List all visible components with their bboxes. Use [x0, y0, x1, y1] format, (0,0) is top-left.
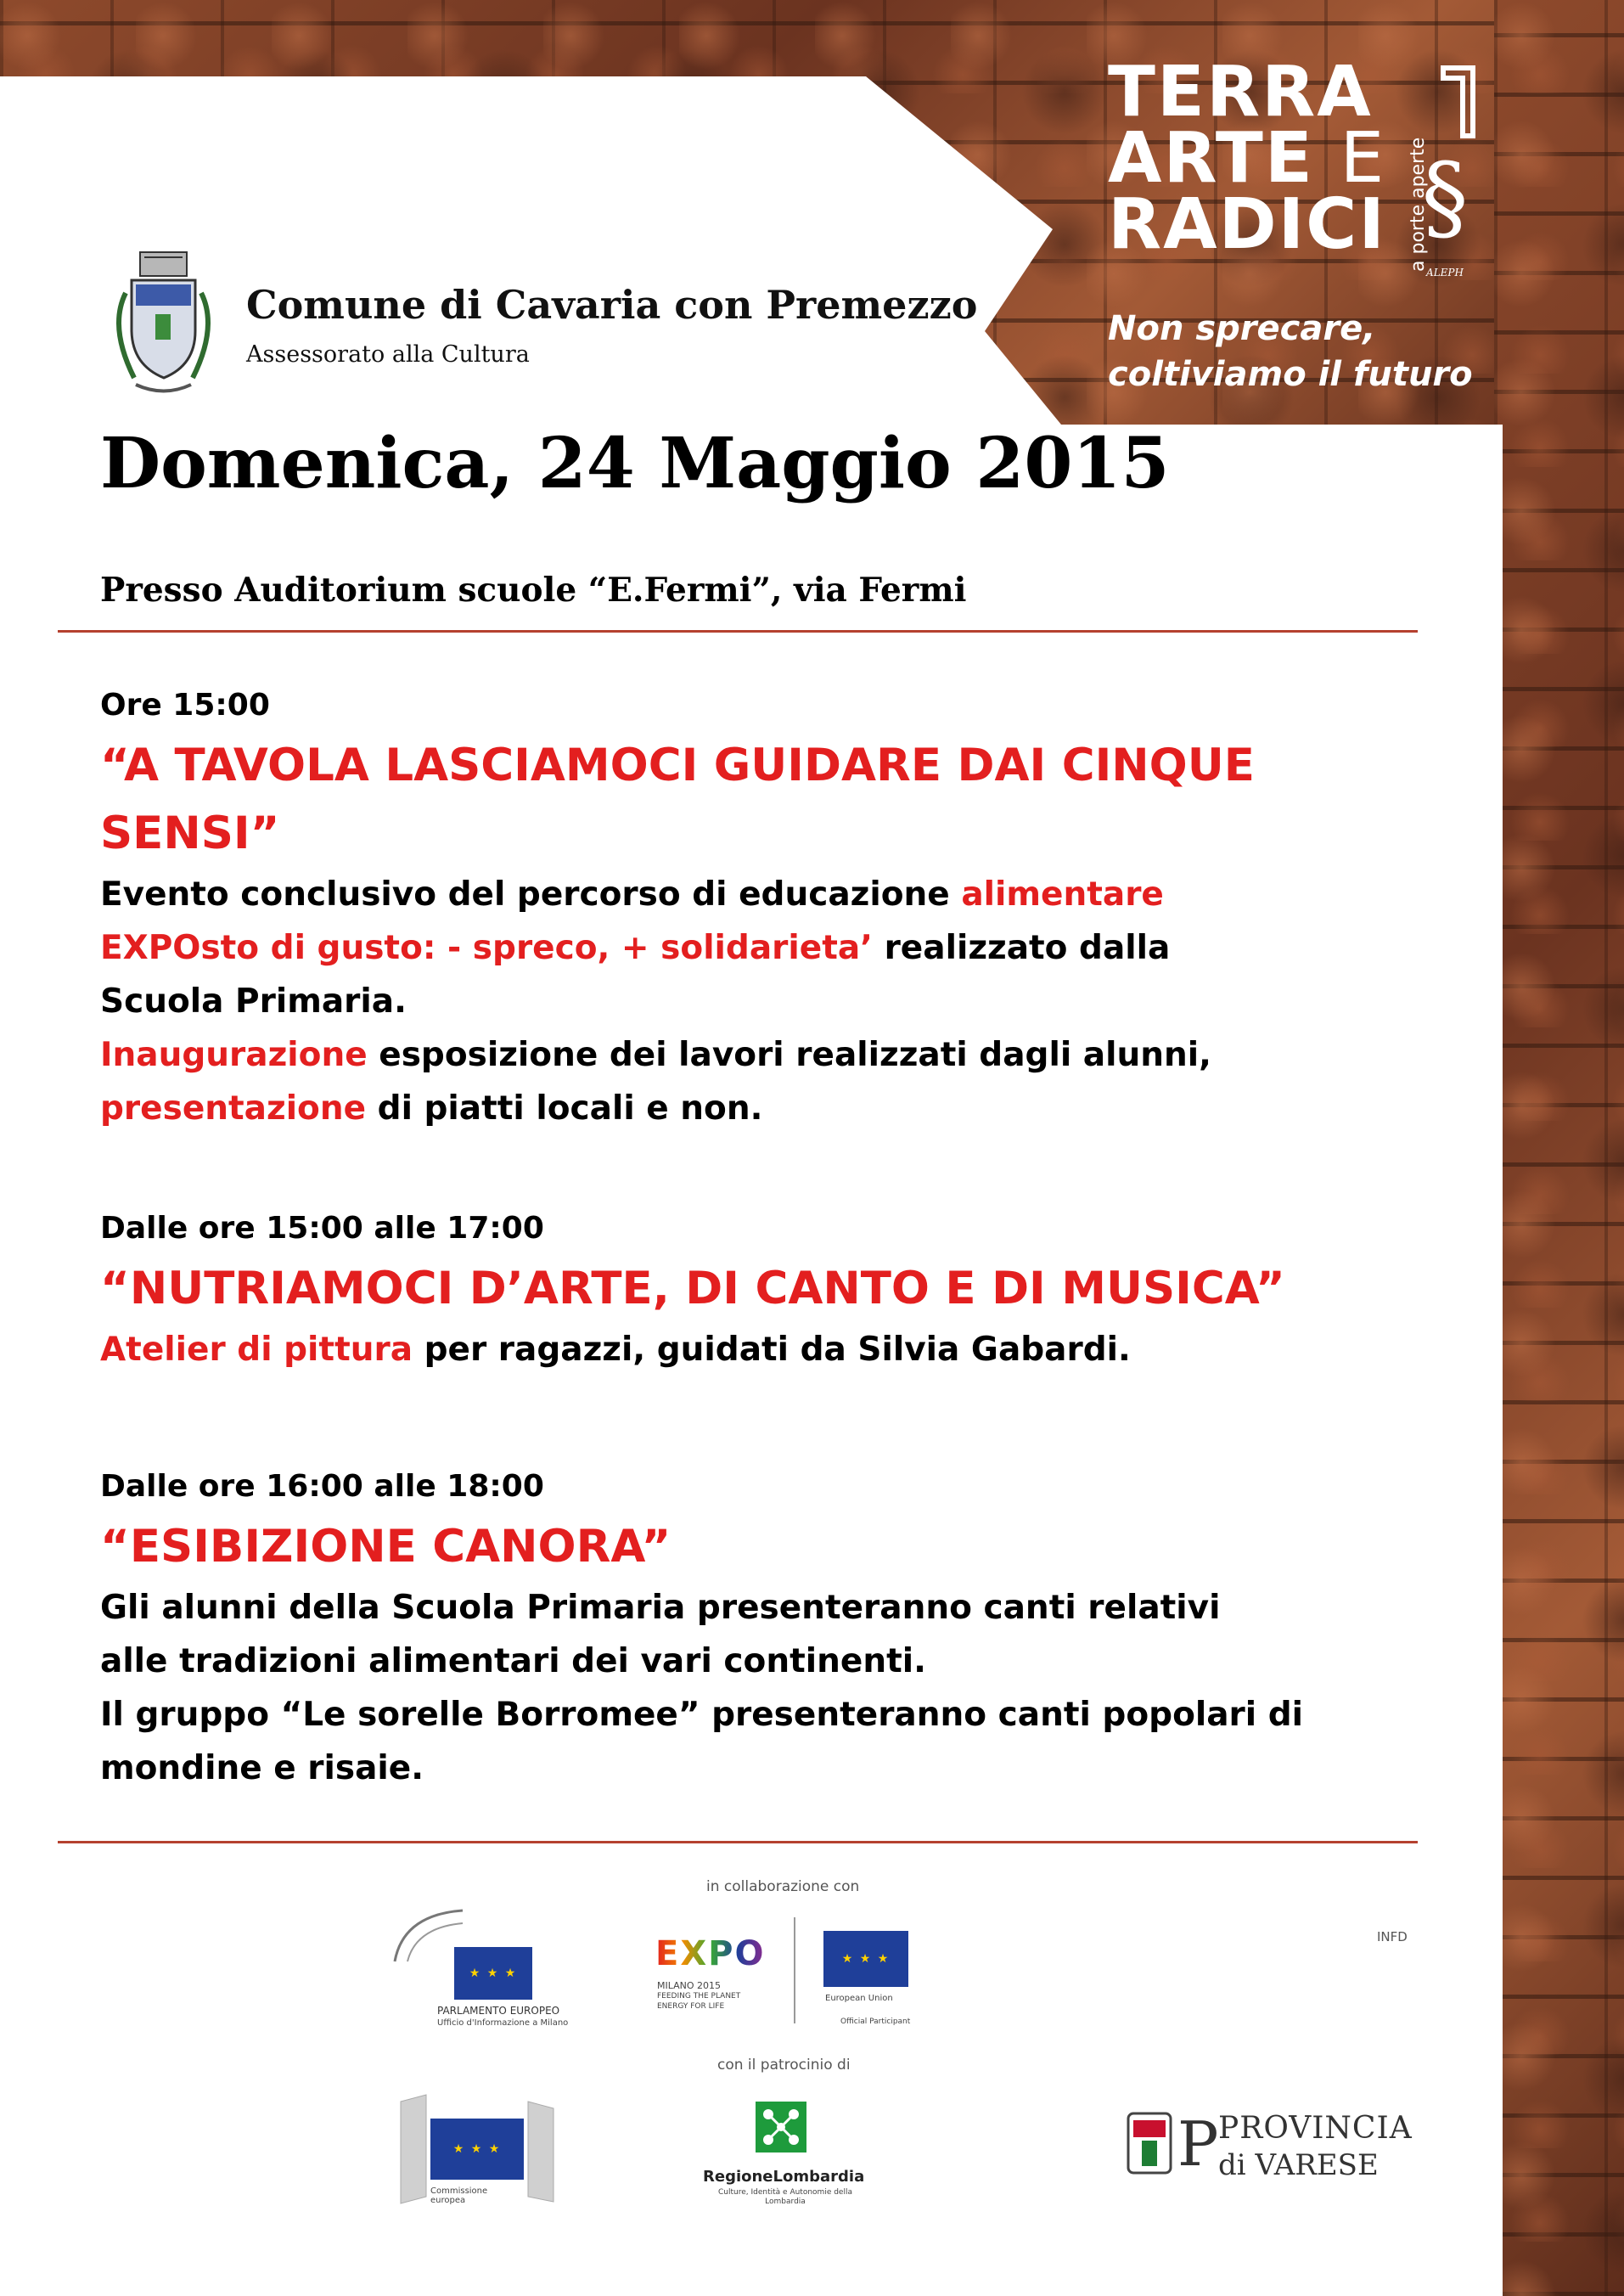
logo-line-radici: RADICI [1108, 184, 1386, 265]
expo-sub-3: ENERGY FOR LIFE [657, 2002, 725, 2011]
event-2 [100, 1202, 1425, 1376]
event-1-line-5 [100, 1082, 1425, 1135]
event-2-time: Dalle ore 15:00 alle 17:00 [100, 1211, 544, 1246]
expo-sub-1: MILANO 2015 [657, 1980, 722, 1991]
provincia-initial: P [1177, 2108, 1219, 2180]
provincia-word: PROVINCIA [1218, 2111, 1413, 2146]
slogan-line-2: coltiviamo il futuro [1108, 355, 1473, 394]
text-span: Evento conclusivo del percorso di educazione [100, 875, 962, 914]
aleph-emblem-icon [1409, 59, 1481, 280]
regione-label: RegioneLombardia [703, 2168, 865, 2186]
highlight-span: EXPOsto di gusto: - spreco, + solidarieta’ [100, 929, 873, 967]
event-1-title: “A TAVOLA LASCIAMOCI GUIDARE DAI CINQUE SENSI” [100, 740, 1255, 859]
event-3-line-2: alle tradizioni alimentari dei vari continenti. [100, 1642, 926, 1680]
logo-separator [794, 1917, 795, 2023]
commissione-europea-logo [392, 2093, 562, 2212]
patrocinio-label: con il patrocinio di [717, 2057, 851, 2074]
regione-sub: Culture, Identità e Autonomie della Lombardia [718, 2188, 852, 2206]
event-3-time: Dalle ore 16:00 alle 18:00 [100, 1469, 544, 1504]
eu-flag-icon [823, 1931, 908, 1987]
event-3-line-1: Gli alunni della Scuola Primaria presenteranno canti relativi [100, 1589, 1221, 1627]
event-date: Domenica, 24 Maggio 2015 [100, 423, 1170, 504]
parlamento-name: PARLAMENTO EUROPEO [437, 2005, 560, 2017]
highlight-span: Atelier di pittura [100, 1331, 413, 1369]
rosa-camuna-icon [756, 2102, 806, 2152]
event-1-line-3: Scuola Primaria. [100, 982, 407, 1021]
assessorato-label: Assessorato alla Cultura [246, 341, 530, 368]
divider-bottom [58, 1841, 1418, 1843]
svg-text:§: § [1421, 143, 1469, 251]
event-1-line-1 [100, 868, 1425, 921]
event-venue: Presso Auditorium scuole “E.Fermi”, via Fermi [100, 571, 967, 610]
event-1-time: Ore 15:00 [100, 688, 270, 723]
text-span: realizzato dalla [873, 929, 1171, 967]
parlamento-europeo-logo [386, 1906, 569, 2034]
european-union-logo [815, 1926, 925, 2028]
expo-sub-2: FEEDING THE PLANET [657, 1992, 741, 2001]
official-participant-label: Official Participant [840, 2017, 911, 2026]
provincia-di-varese-logo [1125, 2106, 1413, 2199]
expo-wordmark: EXPO [655, 1934, 766, 1973]
event-1-line-4 [100, 1028, 1425, 1082]
varese-word: di VARESE [1218, 2148, 1379, 2182]
eu-flag-icon [430, 2119, 524, 2180]
porte-aperte-label: a porte aperte [1408, 137, 1429, 272]
comune-crest-icon [102, 250, 225, 399]
event-1 [100, 679, 1425, 1135]
terra-arte-radici-logo [1108, 52, 1388, 265]
collaborazione-label: in collaborazione con [706, 1878, 860, 1895]
highlight-span: alimentare [961, 875, 1164, 914]
eu-label: European Union [825, 1994, 893, 2003]
varese-crest-icon [1125, 2110, 1174, 2178]
logo-line-arte [1108, 118, 1388, 199]
event-2-line-1 [100, 1323, 1425, 1376]
commissione-label: Commissione europea [430, 2186, 488, 2205]
event-3-title: “ESIBIZIONE CANORA” [100, 1521, 672, 1573]
logo-e-word: E [1340, 118, 1386, 199]
divider-top [58, 630, 1418, 633]
text-span: per ragazzi, guidati da Silvia Gabardi. [413, 1331, 1131, 1369]
infd-label: INFD [1377, 1929, 1408, 1944]
slogan-line-1: Non sprecare, [1108, 309, 1376, 348]
event-3 [100, 1460, 1425, 1795]
regione-lombardia-logo [700, 2102, 870, 2212]
event-2-title: “NUTRIAMOCI D’ARTE, DI CANTO E DI MUSICA” [100, 1263, 1285, 1314]
aleph-text: ALEPH [1426, 267, 1464, 279]
event-1-line-2 [100, 921, 1425, 975]
eu-flag-icon [454, 1947, 532, 2000]
parlamento-sub: Ufficio d'Informazione a Milano [437, 2018, 569, 2028]
event-3-line-3: Il gruppo “Le sorelle Borromee” presenteranno canti popolari di [100, 1696, 1304, 1734]
brick-wall-side-strip [1494, 0, 1624, 2296]
highlight-span: Inaugurazione [100, 1036, 368, 1074]
logo-arte-word: ARTE [1108, 118, 1314, 199]
event-3-line-4: mondine e risaie. [100, 1749, 424, 1787]
comune-name: Comune di Cavaria con Premezzo [246, 282, 978, 328]
text-span: di piatti locali e non. [366, 1089, 763, 1128]
text-span: esposizione dei lavori realizzati dagli alunni, [367, 1036, 1211, 1074]
logo-line-terra: TERRA [1108, 52, 1373, 132]
slogan [1108, 306, 1473, 397]
highlight-span: presentazione [100, 1089, 367, 1128]
